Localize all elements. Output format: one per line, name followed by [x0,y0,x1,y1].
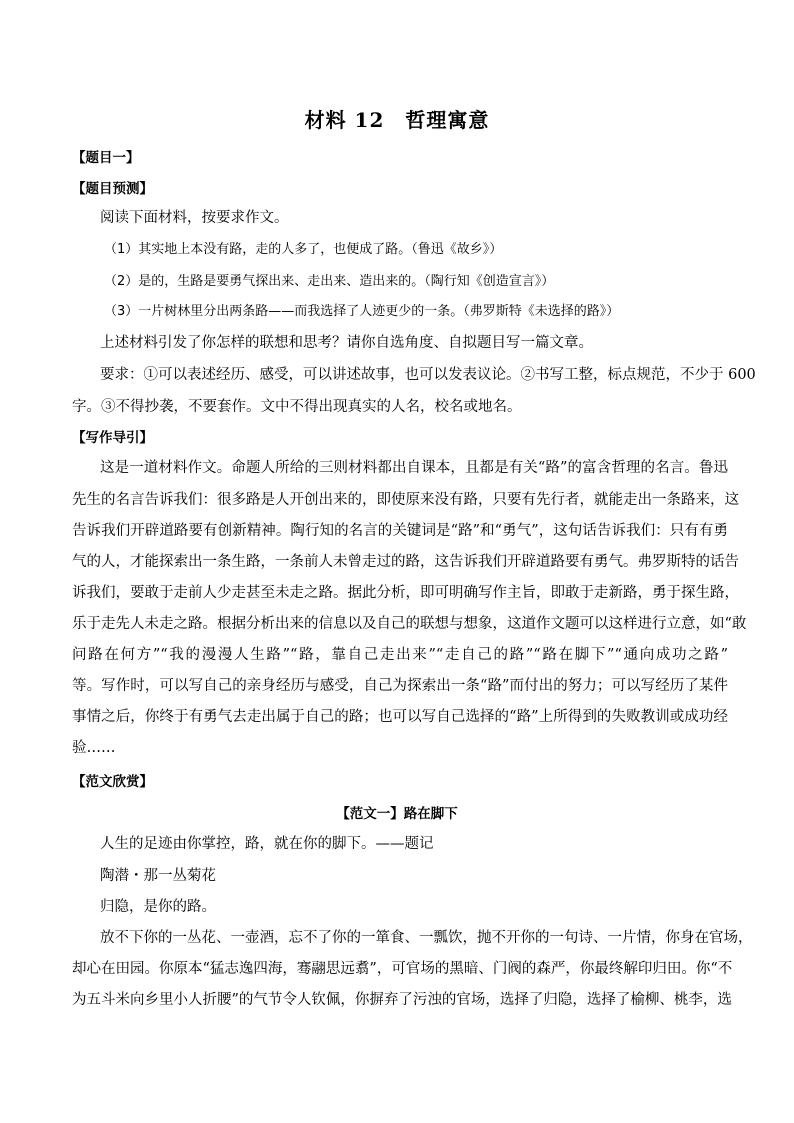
guide-line: 等。写作时，可以写自己的亲身经历与感受，自己为探索出一条“路”而付出的努力；可以写经历了某件 [72,678,728,694]
essay-body-line: 为五斗米向乡里小人折腰”的气节令人钦佩，你摒弃了污浊的官场，选择了归隐，选择了榆柳、桃李，选 [72,992,732,1008]
guide-line: 问路在何方”“我的漫漫人生路”“路，靠自己走出来”“走自己的路”“路在脚下”“通向成功之路” [72,647,728,663]
guide-line: 乐于走先人未走之路。根据分析出来的信息以及自己的联想与想象，这道作文题可以这样进行立意，如“敢 [72,616,747,632]
section-samples-heading: 【范文欣赏】 [72,774,153,790]
guide-line: 先生的名言告诉我们：很多路是人开创出来的，即使原来没有路，只要有先行者，就能走出一条路来，这 [72,492,739,508]
guide-line: 事情之后，你终于有勇气去走出属于自己的路；也可以写自己选择的“路”上所得到的失败教训或成功经 [72,709,728,725]
section-prediction-heading: 【题目预测】 [72,181,153,197]
section-topic1-heading: 【题目一】 [72,150,140,166]
essay-title: 【范文一】路在脚下 [336,806,458,822]
guide-line: 气的人，才能探索出一条生路，一条前人未曾走过的路，这告诉我们开辟道路要有勇气。弗罗斯特的话告 [72,554,739,570]
prompt-quote-3: （3）一片树林里分出两条路——而我选择了人迹更少的一条。（弗罗斯特《未选择的路》） [104,304,620,319]
prompt-requirements-line2: 字。③不得抄袭，不要套作。文中不得出现真实的人名，校名或地名。 [72,399,522,415]
guide-line: 告诉我们开辟道路要有创新精神。陶行知的名言的关键词是“路”和“勇气”，这句话告诉我们：只有有勇 [72,523,728,539]
prompt-quote-2: （2）是的，生路是要勇气探出来、走出来、造出来的。（陶行知《创造宣言》） [104,274,555,289]
guide-line: 诉我们，要敢于走前人少走甚至未走之路。据此分析，即可明确写作主旨，即敢于走新路，勇于探生路， [72,585,739,601]
essay-body-line: 放不下你的一丛花、一壶酒，忘不了你的一箪食、一瓢饮，抛不开你的一句诗、一片情，你身在官场， [100,930,753,946]
guide-line: 这是一道材料作文。命题人所给的三则材料都出自课本，且都是有关“路”的富含哲理的名言。鲁迅 [100,460,728,476]
prompt-requirements-line1: 要求：①可以表述经历、感受，可以讲述故事，也可以发表议论。②书写工整，标点规范，不少于 600 [100,367,756,383]
essay-epigraph: 人生的足迹由你掌控，路，就在你的脚下。——题记 [100,836,434,852]
guide-line: 验…… [72,740,116,756]
section-guide-heading: 【写作导引】 [72,430,153,446]
prompt-quote-1: （1）其实地上本没有路，走的人多了，也便成了路。（鲁迅《故乡》） [104,242,503,257]
essay-subtitle: 陶潜・那一丛菊花 [100,868,216,884]
prompt-question: 上述材料引发了你怎样的联想和思考？请你自选角度、自拟题目写一篇文章。 [100,335,593,351]
prompt-intro: 阅读下面材料，按要求作文。 [100,210,289,226]
essay-opening: 归隐，是你的路。 [100,899,216,915]
page-title: 材料 12 哲理寓意 [304,108,490,132]
essay-body-line: 却心在田园。你原本“猛志逸四海，骞翮思远翥”，可官场的黑暗、门阀的森严，你最终解印归田。你“不 [72,961,733,977]
